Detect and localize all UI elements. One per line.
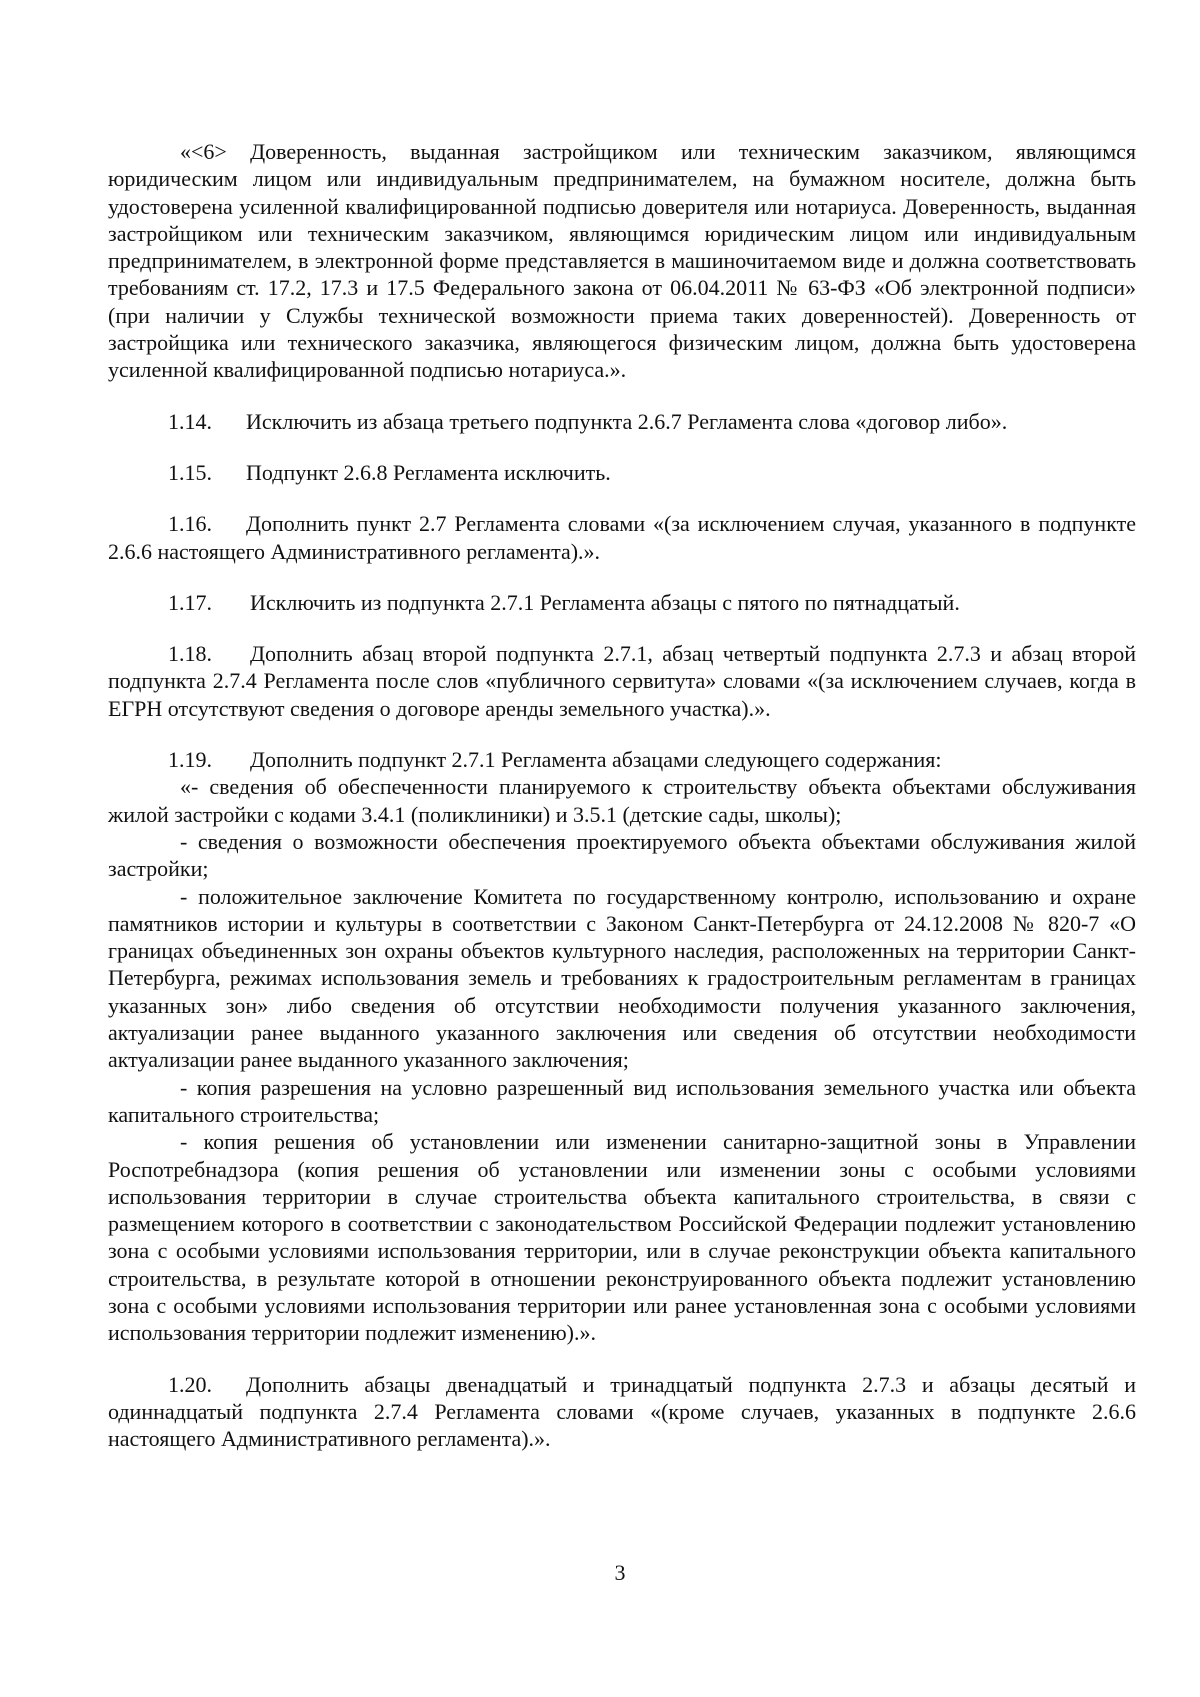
item-1-20 <box>108 1371 1136 1453</box>
item-text: Подпункт 2.6.8 Регламента исключить. <box>246 459 611 485</box>
item-number: 1.14. <box>168 408 212 434</box>
item-1-19-sub-1: «- сведения об обеспеченности планируемого к строительству объекта объектами обслуживания жилой застройки с кодами 3.4.1 (поликлиники) и 3.5.1 (детские сады, школы); <box>108 774 1136 827</box>
item-text: Дополнить абзацы двенадцатый и тринадцатый подпункта 2.7.3 и абзацы десятый и одиннадцатый подпункта 2.7.4 Регламента словами «(кроме случаев, указанных в подпункте 2.6.6 настоящего Административного регламента).». <box>108 1371 1136 1452</box>
item-number: 1.15. <box>168 459 212 485</box>
document-body <box>108 138 1136 1452</box>
item-1-14 <box>108 408 1136 435</box>
item-number: 1.17. <box>168 589 212 615</box>
item-number: 1.18. <box>168 641 212 667</box>
item-text: Исключить из подпункта 2.7.1 Регламента абзацы с пятого по пятнадцатый. <box>250 589 960 615</box>
item-number: 1.20. <box>168 1371 212 1397</box>
item-text: Дополнить пункт 2.7 Регламента словами «(за исключением случая, указанного в подпункте 2.6.6 настоящего Административного регламента).». <box>108 511 1136 564</box>
item-number: 1.16. <box>168 511 212 537</box>
item-1-17 <box>108 589 1136 616</box>
item-1-19-sub-5: - копия решения об установлении или изменении санитарно-защитной зоны в Управлении Роспотребнадзора (копия решения об установлении или изменении зоны с особыми условиями использования территории в случае строительства объекта капитального строительства, в связи с размещением которого в соответствии с законодательством Российской Федерации подлежит установлению зона с особыми условиями использования территории, или в случае реконструкции объекта капитального строительства, в результате которой в отношении реконструированного объекта подлежит установлению зона с особыми условиями использования территории или ранее установленная зона с особыми условиями использования территории подлежит изменению).». <box>108 1129 1136 1346</box>
item-text: Дополнить подпункт 2.7.1 Регламента абзацами следующего содержания: <box>250 747 942 773</box>
item-text: Исключить из абзаца третьего подпункта 2.6.7 Регламента слова «договор либо». <box>246 408 1008 434</box>
item-1-16 <box>108 510 1136 565</box>
item-1-18 <box>108 640 1136 722</box>
item-1-19-sub-2: - сведения о возможности обеспечения проектируемого объекта объектами обслуживания жилой застройки; <box>108 828 1136 882</box>
item-text: Дополнить абзац второй подпункта 2.7.1, абзац четвертый подпункта 2.7.3 и абзац второй подпункта 2.7.4 Регламента после слов «публичного сервитута» словами «(за исключением случаев, когда в ЕГРН отсутствуют сведения о договоре аренды земельного участка).». <box>108 641 1136 721</box>
item-1-15 <box>108 459 1136 486</box>
item-1-19 <box>108 746 1136 773</box>
intro-paragraph: «<6> Доверенность, выданная застройщиком или техническим заказчиком, являющимся юридическим лицом или индивидуальным предпринимателем, на бумажном носителе, должна быть удостоверена усиленной квалифицированной подписью доверителя или нотариуса. Доверенность, выданная застройщиком или техническим заказчиком, являющимся юридическим лицом или индивидуальным предпринимателем, в электронной форме представляется в машиночитаемом виде и должна соответствовать требованиям ст. 17.2, 17.3 и 17.5 Федерального закона от 06.04.2011 № 63-ФЗ «Об электронной подписи» (при наличии у Службы технической возможности приема таких доверенностей). Доверенность от застройщика или технического заказчика, являющегося физическим лицом, должна быть удостоверена усиленной квалифицированной подписью нотариуса.». <box>108 139 1136 383</box>
item-1-19-sub-3: - положительное заключение Комитета по государственному контролю, использованию и охране памятников истории и культуры в соответствии с Законом Санкт-Петербурга от 24.12.2008 № 820-7 «О границах объединенных зон охраны объектов культурного наследия, расположенных на территории Санкт-Петербурга, режимах использования земель и требованиях к градостроительным регламентам в границах указанных зон» либо сведения об отсутствии необходимости получения указанного заключения, актуализации ранее выданного указанного заключения или сведения об отсутствии необходимости актуализации ранее выданного указанного заключения; <box>108 883 1136 1073</box>
item-1-19-sub-4: - копия разрешения на условно разрешенный вид использования земельного участка или объекта капитального строительства; <box>108 1074 1136 1127</box>
page-number: 3 <box>614 1560 626 1585</box>
item-number: 1.19. <box>168 747 212 773</box>
